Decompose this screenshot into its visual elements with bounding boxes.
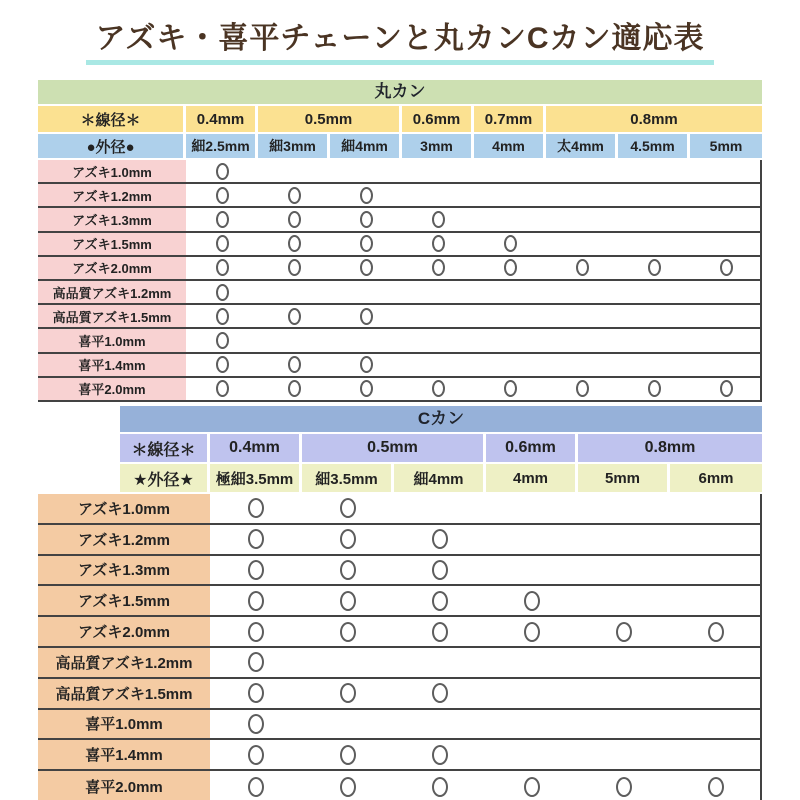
compat-cell — [258, 329, 330, 351]
compat-cell — [578, 740, 670, 769]
compatible-circle-icon — [432, 380, 445, 397]
compatible-circle-icon — [216, 308, 229, 325]
compatible-circle-icon — [576, 259, 589, 276]
compat-cell — [186, 329, 258, 351]
compat-cell — [258, 305, 330, 327]
compat-cell — [546, 233, 618, 255]
compat-cell — [670, 740, 762, 769]
compatible-circle-icon — [216, 332, 229, 349]
compatible-circle-icon — [616, 777, 632, 797]
compat-cell — [690, 281, 762, 303]
compatible-circle-icon — [504, 235, 517, 252]
compat-cell — [474, 184, 546, 206]
compat-cell — [258, 208, 330, 230]
compatible-circle-icon — [616, 622, 632, 642]
compat-cell — [302, 771, 394, 800]
compatible-circle-icon — [432, 211, 445, 228]
ckan-outer-diameter-row — [38, 464, 762, 492]
compat-cell — [302, 679, 394, 708]
compat-cell — [258, 281, 330, 303]
outer-diameter-value: 4mm — [486, 464, 578, 492]
wire-diameter-label: ＊線径＊ — [38, 106, 186, 132]
table-row — [38, 233, 762, 257]
compat-cell — [258, 233, 330, 255]
table-row — [38, 525, 762, 556]
compat-cell — [670, 556, 762, 585]
compatible-circle-icon — [720, 380, 733, 397]
compat-cell — [394, 679, 486, 708]
compat-cell — [302, 494, 394, 523]
compat-cell — [618, 329, 690, 351]
compat-cell — [302, 740, 394, 769]
outer-diameter-value: 6mm — [670, 464, 762, 492]
compat-cell — [394, 494, 486, 523]
compat-cell — [546, 184, 618, 206]
compatible-circle-icon — [340, 498, 356, 518]
compat-cell — [578, 586, 670, 615]
compatible-circle-icon — [288, 259, 301, 276]
compatible-circle-icon — [216, 163, 229, 180]
compat-cell — [546, 160, 618, 182]
table-row — [38, 648, 762, 679]
table-row — [38, 184, 762, 208]
table-row — [38, 281, 762, 305]
table-right-border — [760, 160, 762, 402]
row-label: アズキ1.2mm — [38, 184, 186, 206]
compat-cell — [330, 378, 402, 400]
compat-cell — [690, 354, 762, 376]
row-label: 喜平1.0mm — [38, 329, 186, 351]
compat-cell — [402, 281, 474, 303]
compat-cell — [210, 710, 302, 739]
row-label: アズキ1.0mm — [38, 160, 186, 182]
row-label: アズキ1.5mm — [38, 586, 210, 615]
compatible-circle-icon — [340, 745, 356, 765]
wire-diameter-value: 0.4mm — [210, 434, 302, 462]
compatible-circle-icon — [524, 591, 540, 611]
compatible-circle-icon — [432, 560, 448, 580]
compat-cell — [330, 257, 402, 279]
compat-cell — [690, 257, 762, 279]
compat-cell — [578, 494, 670, 523]
page-title: アズキ・喜平チェーンと丸カンCカン適応表 — [86, 13, 715, 65]
compat-cell — [690, 305, 762, 327]
compat-cell — [210, 525, 302, 554]
row-label: アズキ2.0mm — [38, 617, 210, 646]
outer-diameter-value: 細2.5mm — [186, 134, 258, 158]
compat-cell — [402, 378, 474, 400]
compatible-circle-icon — [504, 259, 517, 276]
table-row — [38, 305, 762, 329]
compat-cell — [690, 184, 762, 206]
compat-cell — [486, 740, 578, 769]
outer-diameter-value: 細4mm — [394, 464, 486, 492]
row-label: 喜平1.4mm — [38, 740, 210, 769]
compatible-circle-icon — [288, 380, 301, 397]
compat-cell — [578, 648, 670, 677]
compatible-circle-icon — [432, 529, 448, 549]
outer-diameter-value: 4mm — [474, 134, 546, 158]
row-label: 喜平1.4mm — [38, 354, 186, 376]
compat-cell — [402, 208, 474, 230]
outer-diameter-value: 5mm — [578, 464, 670, 492]
compat-cell — [186, 184, 258, 206]
compat-cell — [210, 648, 302, 677]
table-row — [38, 771, 762, 800]
compat-cell — [302, 586, 394, 615]
compat-cell — [670, 617, 762, 646]
compat-cell — [486, 494, 578, 523]
compat-cell — [670, 771, 762, 800]
compat-cell — [474, 257, 546, 279]
compat-cell — [394, 617, 486, 646]
compat-cell — [210, 494, 302, 523]
compat-cell — [486, 617, 578, 646]
compatible-circle-icon — [340, 777, 356, 797]
outer-diameter-value: 細3.5mm — [302, 464, 394, 492]
compat-cell — [546, 354, 618, 376]
row-label: 高品質アズキ1.5mm — [38, 305, 186, 327]
wire-diameter-value: 0.7mm — [474, 106, 546, 132]
compat-cell — [186, 281, 258, 303]
compat-cell — [690, 378, 762, 400]
compatible-circle-icon — [288, 235, 301, 252]
compat-cell — [618, 184, 690, 206]
compat-cell — [670, 525, 762, 554]
compat-cell — [402, 160, 474, 182]
wire-diameter-value: 0.6mm — [402, 106, 474, 132]
compat-cell — [210, 771, 302, 800]
compatible-circle-icon — [340, 591, 356, 611]
marukan-outer-diameter-row — [38, 134, 762, 158]
compat-cell — [186, 160, 258, 182]
compat-cell — [402, 354, 474, 376]
row-label: 喜平1.0mm — [38, 710, 210, 739]
compatible-circle-icon — [248, 498, 264, 518]
compat-cell — [474, 233, 546, 255]
row-label: 喜平2.0mm — [38, 771, 210, 800]
compat-cell — [546, 208, 618, 230]
compat-cell — [618, 257, 690, 279]
compatible-circle-icon — [360, 235, 373, 252]
compat-cell — [670, 679, 762, 708]
compatible-circle-icon — [360, 187, 373, 204]
ckan-table — [38, 406, 762, 800]
compat-cell — [402, 233, 474, 255]
compat-cell — [578, 771, 670, 800]
wire-diameter-value: 0.8mm — [578, 434, 762, 462]
table-row — [38, 586, 762, 617]
compat-cell — [486, 648, 578, 677]
compatible-circle-icon — [248, 622, 264, 642]
outer-diameter-value: 細3mm — [258, 134, 330, 158]
compat-cell — [578, 525, 670, 554]
table-row — [38, 556, 762, 587]
row-label: アズキ1.2mm — [38, 525, 210, 554]
table-row — [38, 740, 762, 771]
compat-cell — [670, 710, 762, 739]
compat-cell — [578, 617, 670, 646]
compatible-circle-icon — [216, 259, 229, 276]
compat-cell — [402, 329, 474, 351]
compatible-circle-icon — [248, 652, 264, 672]
compat-cell — [210, 556, 302, 585]
compatible-circle-icon — [340, 622, 356, 642]
compat-cell — [210, 679, 302, 708]
ckan-data-rows — [38, 494, 762, 800]
compat-cell — [402, 184, 474, 206]
compat-cell — [210, 586, 302, 615]
wire-diameter-value: 0.8mm — [546, 106, 762, 132]
row-label: 高品質アズキ1.2mm — [38, 281, 186, 303]
outer-diameter-value: 太4mm — [546, 134, 618, 158]
compatible-circle-icon — [648, 380, 661, 397]
outer-diameter-value: 細4mm — [330, 134, 402, 158]
compat-cell — [474, 329, 546, 351]
compat-cell — [394, 771, 486, 800]
compat-cell — [330, 208, 402, 230]
outer-diameter-value: 3mm — [402, 134, 474, 158]
compatible-circle-icon — [720, 259, 733, 276]
compat-cell — [474, 281, 546, 303]
compat-cell — [618, 378, 690, 400]
table-row — [38, 354, 762, 378]
compat-cell — [186, 378, 258, 400]
compat-cell — [618, 233, 690, 255]
compat-cell — [186, 257, 258, 279]
compatible-circle-icon — [288, 308, 301, 325]
compat-cell — [474, 378, 546, 400]
compatible-circle-icon — [432, 683, 448, 703]
compatible-circle-icon — [216, 356, 229, 373]
row-label: アズキ1.3mm — [38, 556, 210, 585]
compat-cell — [578, 679, 670, 708]
compat-cell — [258, 378, 330, 400]
compat-cell — [330, 281, 402, 303]
compatible-circle-icon — [432, 259, 445, 276]
compatible-circle-icon — [288, 211, 301, 228]
compat-cell — [330, 329, 402, 351]
compatible-circle-icon — [708, 777, 724, 797]
table-row — [38, 617, 762, 648]
compat-cell — [330, 160, 402, 182]
compat-cell — [670, 494, 762, 523]
compatible-circle-icon — [248, 777, 264, 797]
compat-cell — [618, 160, 690, 182]
compat-cell — [258, 184, 330, 206]
compat-cell — [690, 160, 762, 182]
compat-cell — [330, 305, 402, 327]
outer-diameter-value: 極細3.5mm — [210, 464, 302, 492]
compat-cell — [330, 184, 402, 206]
compat-cell — [302, 617, 394, 646]
compat-cell — [486, 771, 578, 800]
ckan-wire-diameter-row — [38, 434, 762, 462]
table-right-border — [760, 494, 762, 800]
compat-cell — [670, 586, 762, 615]
compatible-circle-icon — [524, 777, 540, 797]
compatible-circle-icon — [524, 622, 540, 642]
compat-cell — [546, 305, 618, 327]
compat-cell — [474, 208, 546, 230]
wire-diameter-value: 0.6mm — [486, 434, 578, 462]
compat-cell — [186, 305, 258, 327]
compatible-circle-icon — [248, 745, 264, 765]
row-label: 高品質アズキ1.5mm — [38, 679, 210, 708]
compat-cell — [618, 354, 690, 376]
compat-cell — [474, 160, 546, 182]
compat-cell — [302, 710, 394, 739]
compat-cell — [486, 556, 578, 585]
marukan-data-rows — [38, 160, 762, 402]
compatible-circle-icon — [432, 745, 448, 765]
compat-cell — [210, 740, 302, 769]
compatible-circle-icon — [648, 259, 661, 276]
row-label: アズキ1.3mm — [38, 208, 186, 230]
compatible-circle-icon — [432, 777, 448, 797]
compat-cell — [578, 556, 670, 585]
compat-cell — [394, 740, 486, 769]
compat-cell — [578, 710, 670, 739]
row-label: アズキ1.0mm — [38, 494, 210, 523]
compat-cell — [618, 305, 690, 327]
table-row — [38, 257, 762, 281]
compatible-circle-icon — [360, 308, 373, 325]
compat-cell — [690, 329, 762, 351]
compat-cell — [618, 208, 690, 230]
compat-cell — [186, 208, 258, 230]
compatible-circle-icon — [360, 211, 373, 228]
wire-diameter-value: 0.5mm — [258, 106, 402, 132]
compatible-circle-icon — [248, 714, 264, 734]
compat-cell — [186, 354, 258, 376]
marukan-wire-diameter-row — [38, 106, 762, 132]
outer-diameter-label: ★外径★ — [120, 464, 210, 492]
compatible-circle-icon — [248, 529, 264, 549]
compat-cell — [670, 648, 762, 677]
compat-cell — [474, 305, 546, 327]
title-area — [0, 13, 800, 65]
table-row — [38, 378, 762, 402]
compatible-circle-icon — [576, 380, 589, 397]
table-row — [38, 494, 762, 525]
outer-diameter-value: 4.5mm — [618, 134, 690, 158]
marukan-table — [38, 80, 762, 402]
compat-cell — [690, 233, 762, 255]
compatible-circle-icon — [340, 560, 356, 580]
compat-cell — [402, 305, 474, 327]
compat-cell — [302, 648, 394, 677]
compatible-circle-icon — [360, 356, 373, 373]
compat-cell — [394, 710, 486, 739]
compatible-circle-icon — [432, 591, 448, 611]
compat-cell — [618, 281, 690, 303]
compatible-circle-icon — [216, 211, 229, 228]
compat-cell — [394, 556, 486, 585]
wire-diameter-value: 0.5mm — [302, 434, 486, 462]
compat-cell — [690, 208, 762, 230]
compatible-circle-icon — [432, 235, 445, 252]
table-row — [38, 160, 762, 184]
compat-cell — [474, 354, 546, 376]
wire-diameter-value: 0.4mm — [186, 106, 258, 132]
compat-cell — [258, 160, 330, 182]
compatible-circle-icon — [216, 380, 229, 397]
compatible-circle-icon — [288, 187, 301, 204]
compatible-circle-icon — [288, 356, 301, 373]
header-indent-spacer — [38, 434, 120, 462]
compat-cell — [186, 233, 258, 255]
compat-cell — [486, 525, 578, 554]
row-label: 高品質アズキ1.2mm — [38, 648, 210, 677]
compat-cell — [302, 525, 394, 554]
compatible-circle-icon — [216, 235, 229, 252]
marukan-table-title: 丸カン — [38, 80, 762, 104]
compat-cell — [394, 648, 486, 677]
row-label: アズキ1.5mm — [38, 233, 186, 255]
compat-cell — [486, 710, 578, 739]
compatible-circle-icon — [216, 187, 229, 204]
compatible-circle-icon — [248, 560, 264, 580]
compatible-circle-icon — [248, 591, 264, 611]
table-row — [38, 710, 762, 741]
compatible-circle-icon — [360, 259, 373, 276]
row-label: 喜平2.0mm — [38, 378, 186, 400]
compatible-circle-icon — [340, 683, 356, 703]
ckan-table-title: Cカン — [120, 406, 762, 432]
compat-cell — [330, 233, 402, 255]
compat-cell — [394, 525, 486, 554]
compatible-circle-icon — [504, 380, 517, 397]
compat-cell — [330, 354, 402, 376]
header-indent-spacer — [38, 464, 120, 492]
compat-cell — [546, 378, 618, 400]
compat-cell — [258, 354, 330, 376]
table-row — [38, 679, 762, 710]
compatible-circle-icon — [216, 284, 229, 301]
compat-cell — [258, 257, 330, 279]
table-row — [38, 208, 762, 232]
compatible-circle-icon — [360, 380, 373, 397]
compat-cell — [302, 556, 394, 585]
wire-diameter-label: ＊線径＊ — [120, 434, 210, 462]
compatible-circle-icon — [248, 683, 264, 703]
compat-cell — [546, 281, 618, 303]
outer-diameter-label: ●外径● — [38, 134, 186, 158]
compat-cell — [486, 586, 578, 615]
compatible-circle-icon — [340, 529, 356, 549]
compat-cell — [210, 617, 302, 646]
compat-cell — [546, 329, 618, 351]
compat-cell — [402, 257, 474, 279]
compatible-circle-icon — [708, 622, 724, 642]
compat-cell — [486, 679, 578, 708]
compatible-circle-icon — [432, 622, 448, 642]
table-row — [38, 329, 762, 353]
compat-cell — [546, 257, 618, 279]
outer-diameter-value: 5mm — [690, 134, 762, 158]
compat-cell — [394, 586, 486, 615]
row-label: アズキ2.0mm — [38, 257, 186, 279]
